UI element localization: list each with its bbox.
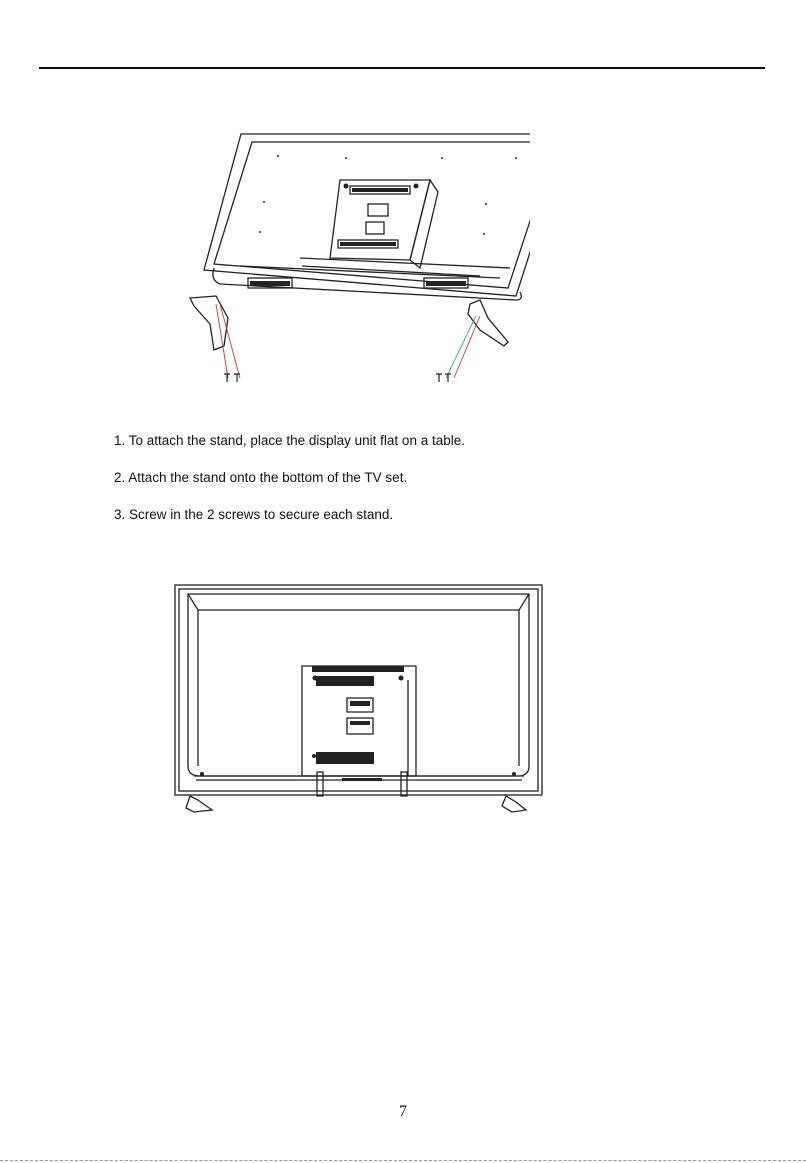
tv-rear-stand-attachment-icon [180, 128, 530, 388]
step-1: 1. To attach the stand, place the display unit flat on a table. [114, 433, 465, 448]
instruction-steps [114, 432, 714, 543]
tv-rear-assembled-icon [172, 580, 546, 816]
tv-stand-attachment-diagram [180, 128, 530, 388]
tv-assembled-diagram [172, 580, 546, 816]
step-2: 2. Attach the stand onto the bottom of the TV set. [114, 470, 408, 485]
page-number: 7 [399, 1103, 407, 1120]
header-rule [39, 67, 765, 69]
step-3: 3. Screw in the 2 screws to secure each stand. [114, 507, 394, 522]
footer-rule [0, 1160, 806, 1161]
